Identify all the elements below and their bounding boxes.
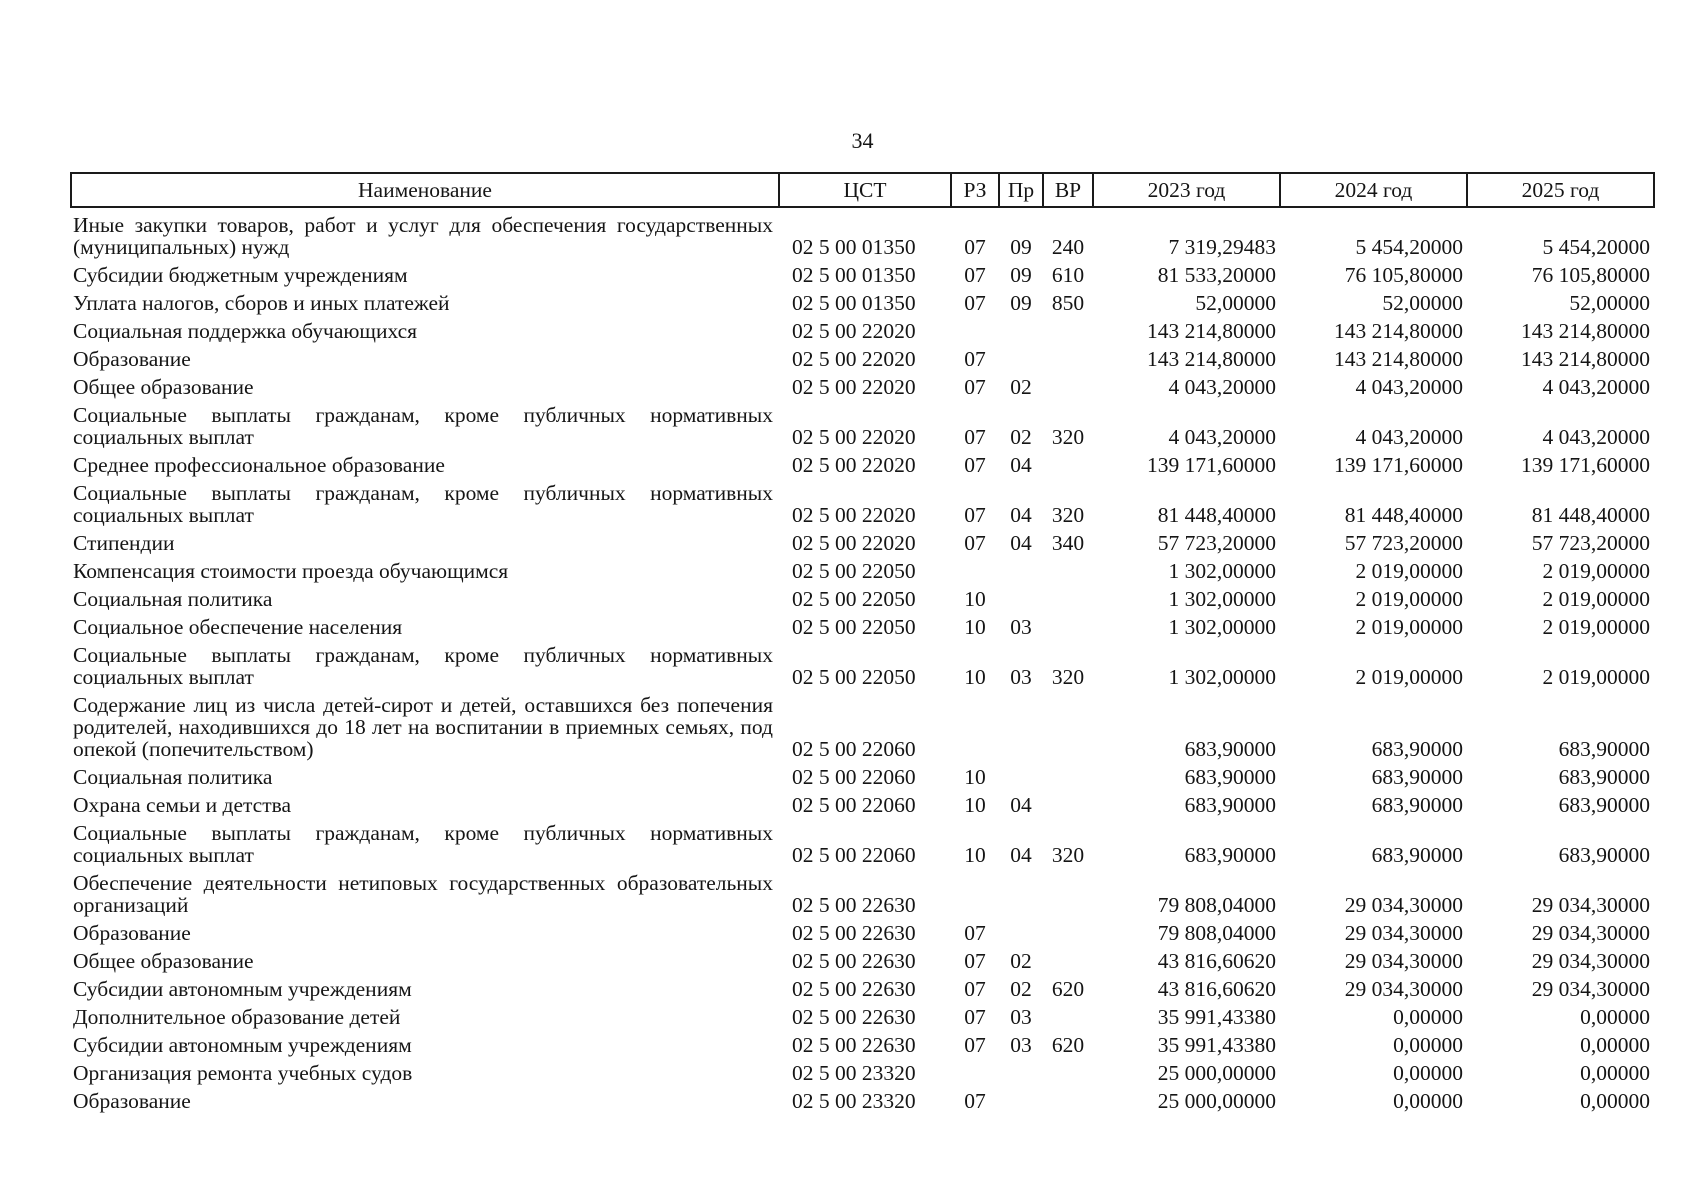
row-cst: 02 5 00 22060 [792,843,916,867]
table-row [71,448,1654,476]
row-2025: 139 171,60000 [1521,453,1650,477]
row-name [71,1084,779,1112]
row-rz: 07 [964,235,986,259]
row-2025: 0,00000 [1580,1005,1650,1029]
table-row [71,916,1654,944]
row-2025: 4 043,20000 [1542,375,1650,399]
row-pr: 04 [1010,793,1032,817]
row-rz [951,314,999,342]
header-2025: 2025 год [1467,173,1654,207]
row-name [71,788,779,816]
row-2024: 52,00000 [1382,291,1463,315]
row-name [71,258,779,286]
row-2023: 143 214,80000 [1147,319,1276,343]
row-2025: 76 105,80000 [1531,263,1650,287]
row-name [71,760,779,788]
row-rz [951,1056,999,1084]
row-2024: 0,00000 [1393,1005,1463,1029]
row-vr [1043,1056,1093,1084]
row-name [71,1000,779,1028]
table-row [71,788,1654,816]
row-2025: 683,90000 [1558,793,1650,817]
row-name-text: Образование [73,921,191,945]
row-pr [999,582,1043,610]
row-2023: 1 302,00000 [1168,587,1276,611]
header-cst: ЦСТ [779,173,951,207]
row-2023: 4 043,20000 [1168,375,1276,399]
budget-table [70,172,1655,1112]
row-2024: 683,90000 [1371,765,1463,789]
row-2024: 683,90000 [1371,737,1463,761]
header-pr: Пр [999,173,1043,207]
row-name [71,476,779,526]
table-row [71,370,1654,398]
row-name [71,448,779,476]
row-rz: 07 [964,347,986,371]
row-2023: 7 319,29483 [1168,235,1276,259]
row-rz: 07 [964,1033,986,1057]
row-rz: 10 [964,793,986,817]
table-row [71,342,1654,370]
row-rz [951,554,999,582]
row-2023: 683,90000 [1184,737,1276,761]
row-2024: 81 448,40000 [1344,503,1463,527]
table-row [71,866,1654,916]
row-pr: 04 [1010,531,1032,555]
row-name-text: Общее образование [73,949,254,973]
row-name [71,526,779,554]
row-2023: 683,90000 [1184,765,1276,789]
row-2025: 4 043,20000 [1542,425,1650,449]
row-cst: 02 5 00 01350 [792,263,916,287]
row-cst: 02 5 00 22630 [792,1033,916,1057]
row-pr: 03 [1010,1005,1032,1029]
row-vr: 320 [1051,843,1085,867]
table-row [71,476,1654,526]
table-row [71,688,1654,760]
row-vr [1043,448,1093,476]
row-2024: 4 043,20000 [1355,375,1463,399]
row-pr [999,866,1043,916]
row-2023: 35 991,43380 [1157,1033,1276,1057]
header-name: Наименование [71,173,779,207]
row-cst: 02 5 00 22020 [792,453,916,477]
table-row [71,526,1654,554]
row-2025: 57 723,20000 [1531,531,1650,555]
row-2023: 139 171,60000 [1147,453,1276,477]
row-name [71,638,779,688]
page-number: 34 [851,128,874,153]
row-cst: 02 5 00 22050 [792,587,916,611]
row-name-text: Социальная политика [73,765,273,789]
row-name-text: Социальные выплаты гражданам, кроме публичных нормативных социальных выплат [73,821,773,867]
row-vr: 850 [1051,291,1085,315]
row-name [71,816,779,866]
row-pr [999,342,1043,370]
row-2023: 25 000,00000 [1157,1089,1276,1113]
header-2024: 2024 год [1280,173,1467,207]
table-row [71,582,1654,610]
row-pr [999,688,1043,760]
row-2024: 139 171,60000 [1334,453,1463,477]
row-2023: 79 808,04000 [1157,893,1276,917]
row-cst: 02 5 00 22630 [792,921,916,945]
row-rz: 07 [964,921,986,945]
row-pr: 03 [1010,665,1032,689]
row-rz: 10 [964,587,986,611]
row-2023: 1 302,00000 [1168,559,1276,583]
row-vr: 240 [1051,235,1085,259]
row-name [71,866,779,916]
header-vr: ВР [1043,173,1093,207]
row-2025: 0,00000 [1580,1089,1650,1113]
header-rz: РЗ [951,173,999,207]
row-2025: 52,00000 [1569,291,1650,315]
row-name [71,207,779,258]
row-name-text: Субсидии автономным учреждениям [73,1033,412,1057]
row-name-text: Обеспечение деятельности нетиповых государственных образовательных организаций [73,871,773,917]
row-2025: 29 034,30000 [1531,921,1650,945]
row-name [71,944,779,972]
row-2025: 683,90000 [1558,765,1650,789]
row-name [71,314,779,342]
row-pr [999,1084,1043,1112]
row-2024: 0,00000 [1393,1033,1463,1057]
row-cst: 02 5 00 22020 [792,531,916,555]
row-pr [999,554,1043,582]
row-2024: 29 034,30000 [1344,977,1463,1001]
header-2023: 2023 год [1093,173,1280,207]
row-cst: 02 5 00 22630 [792,977,916,1001]
row-vr: 620 [1051,977,1085,1001]
row-2025: 2 019,00000 [1542,665,1650,689]
row-2023: 143 214,80000 [1147,347,1276,371]
row-name [71,554,779,582]
row-2024: 0,00000 [1393,1089,1463,1113]
row-2024: 57 723,20000 [1344,531,1463,555]
row-name-text: Организация ремонта учебных судов [73,1061,413,1085]
row-2023: 43 816,60620 [1157,949,1276,973]
row-rz: 07 [964,977,986,1001]
row-name-text: Содержание лиц из числа детей-сирот и детей, оставшихся без попечения родителей, находившихся до 18 лет на воспитании в приемных семьях, под опекой (попечительством) [73,693,773,761]
row-2025: 29 034,30000 [1531,893,1650,917]
row-rz: 07 [964,503,986,527]
row-cst: 02 5 00 01350 [792,235,916,259]
row-2024: 4 043,20000 [1355,425,1463,449]
row-2023: 81 448,40000 [1157,503,1276,527]
row-rz: 10 [964,843,986,867]
row-pr: 09 [1010,235,1032,259]
row-cst: 02 5 00 22020 [792,503,916,527]
row-pr: 04 [1010,503,1032,527]
row-name-text: Образование [73,1089,191,1113]
row-2025: 2 019,00000 [1542,615,1650,639]
row-vr [1043,866,1093,916]
row-pr: 04 [1010,453,1032,477]
table-row [71,258,1654,286]
row-name-text: Дополнительное образование детей [73,1005,401,1029]
row-name [71,610,779,638]
row-cst: 02 5 00 22060 [792,793,916,817]
row-2025: 0,00000 [1580,1033,1650,1057]
row-2025: 81 448,40000 [1531,503,1650,527]
row-2023: 79 808,04000 [1157,921,1276,945]
row-name-text: Стипендии [73,531,175,555]
row-vr [1043,554,1093,582]
row-rz: 07 [964,263,986,287]
row-name [71,688,779,760]
header-row [71,173,1654,207]
row-pr [999,916,1043,944]
row-pr: 04 [1010,843,1032,867]
row-cst: 02 5 00 22020 [792,319,916,343]
row-2024: 5 454,20000 [1355,235,1463,259]
row-name [71,1028,779,1056]
row-pr: 02 [1010,425,1032,449]
row-vr: 340 [1051,531,1085,555]
row-rz [951,688,999,760]
table-row [71,1056,1654,1084]
row-2023: 4 043,20000 [1168,425,1276,449]
row-pr: 02 [1010,375,1032,399]
row-rz: 07 [964,453,986,477]
row-2025: 0,00000 [1580,1061,1650,1085]
table-row [71,286,1654,314]
row-name-text: Среднее профессиональное образование [73,453,445,477]
row-2025: 143 214,80000 [1521,319,1650,343]
table-row [71,638,1654,688]
row-pr [999,314,1043,342]
row-2024: 76 105,80000 [1344,263,1463,287]
row-name [71,1056,779,1084]
row-2023: 35 991,43380 [1157,1005,1276,1029]
row-name-text: Социальные выплаты гражданам, кроме публичных нормативных социальных выплат [73,403,773,449]
row-2024: 683,90000 [1371,843,1463,867]
row-name-text: Субсидии автономным учреждениям [73,977,412,1001]
row-cst: 02 5 00 22020 [792,425,916,449]
row-cst: 02 5 00 22050 [792,615,916,639]
table-row [71,314,1654,342]
row-2023: 57 723,20000 [1157,531,1276,555]
row-2025: 29 034,30000 [1531,977,1650,1001]
table-row [71,207,1654,258]
row-name-text: Охрана семьи и детства [73,793,292,817]
table-row [71,610,1654,638]
row-rz: 10 [964,665,986,689]
row-name-text: Социальная политика [73,587,273,611]
row-2025: 29 034,30000 [1531,949,1650,973]
row-name [71,582,779,610]
row-2023: 25 000,00000 [1157,1061,1276,1085]
row-2024: 2 019,00000 [1355,665,1463,689]
row-pr: 03 [1010,615,1032,639]
row-pr [999,760,1043,788]
row-vr: 320 [1051,503,1085,527]
table-header [71,173,1654,207]
row-name [71,972,779,1000]
table-row [71,972,1654,1000]
row-vr [1043,610,1093,638]
row-name [71,342,779,370]
row-pr: 03 [1010,1033,1032,1057]
row-2024: 143 214,80000 [1334,319,1463,343]
row-2023: 683,90000 [1184,843,1276,867]
table-row [71,1028,1654,1056]
row-name-text: Иные закупки товаров, работ и услуг для обеспечения государственных (муниципальных) нужд [73,213,773,259]
row-2024: 2 019,00000 [1355,615,1463,639]
row-name-text: Образование [73,347,191,371]
row-name-text: Субсидии бюджетным учреждениям [73,263,408,287]
row-vr [1043,760,1093,788]
row-name-text: Социальное обеспечение населения [73,615,403,639]
row-rz: 07 [964,375,986,399]
row-2025: 683,90000 [1558,843,1650,867]
row-2025: 2 019,00000 [1542,559,1650,583]
row-vr [1043,342,1093,370]
row-2025: 2 019,00000 [1542,587,1650,611]
row-vr: 610 [1051,263,1085,287]
table-row [71,554,1654,582]
row-vr [1043,1000,1093,1028]
row-vr: 320 [1051,665,1085,689]
row-rz: 07 [964,425,986,449]
row-cst: 02 5 00 22050 [792,559,916,583]
row-name-text: Общее образование [73,375,254,399]
table-row [71,816,1654,866]
row-name-text: Уплата налогов, сборов и иных платежей [73,291,450,315]
row-2024: 29 034,30000 [1344,949,1463,973]
row-2024: 2 019,00000 [1355,559,1463,583]
row-rz: 07 [964,531,986,555]
row-cst: 02 5 00 22630 [792,949,916,973]
row-pr: 09 [1010,263,1032,287]
row-2024: 683,90000 [1371,793,1463,817]
row-rz: 07 [964,949,986,973]
row-vr: 320 [1051,425,1085,449]
row-2023: 683,90000 [1184,793,1276,817]
row-vr [1043,370,1093,398]
table-body [71,207,1654,1112]
row-rz: 07 [964,1089,986,1113]
row-2024: 29 034,30000 [1344,893,1463,917]
row-cst: 02 5 00 01350 [792,291,916,315]
row-2023: 1 302,00000 [1168,615,1276,639]
row-2025: 143 214,80000 [1521,347,1650,371]
row-rz: 07 [964,291,986,315]
row-2023: 81 533,20000 [1157,263,1276,287]
row-vr [1043,916,1093,944]
row-2024: 2 019,00000 [1355,587,1463,611]
table-row [71,1084,1654,1112]
row-2024: 143 214,80000 [1334,347,1463,371]
row-2023: 52,00000 [1195,291,1276,315]
row-name-text: Социальные выплаты гражданам, кроме публичных нормативных социальных выплат [73,643,773,689]
row-vr [1043,314,1093,342]
row-vr [1043,688,1093,760]
row-vr: 620 [1051,1033,1085,1057]
row-name [71,916,779,944]
row-name-text: Социальная поддержка обучающихся [73,319,418,343]
row-pr: 02 [1010,977,1032,1001]
row-cst: 02 5 00 22630 [792,1005,916,1029]
row-cst: 02 5 00 22020 [792,375,916,399]
row-2023: 1 302,00000 [1168,665,1276,689]
row-vr [1043,788,1093,816]
row-name-text: Социальные выплаты гражданам, кроме публичных нормативных социальных выплат [73,481,773,527]
row-2023: 43 816,60620 [1157,977,1276,1001]
row-rz: 07 [964,1005,986,1029]
row-name [71,398,779,448]
row-cst: 02 5 00 23320 [792,1089,916,1113]
row-pr [999,1056,1043,1084]
row-2025: 5 454,20000 [1542,235,1650,259]
row-vr [1043,944,1093,972]
table-row [71,398,1654,448]
table-row [71,1000,1654,1028]
row-name [71,286,779,314]
row-2024: 29 034,30000 [1344,921,1463,945]
row-rz [951,866,999,916]
row-vr [1043,582,1093,610]
table-row [71,944,1654,972]
row-2025: 683,90000 [1558,737,1650,761]
row-cst: 02 5 00 22050 [792,665,916,689]
row-cst: 02 5 00 22060 [792,737,916,761]
row-cst: 02 5 00 22060 [792,765,916,789]
row-2024: 0,00000 [1393,1061,1463,1085]
row-cst: 02 5 00 22020 [792,347,916,371]
row-rz: 10 [964,615,986,639]
row-vr [1043,1084,1093,1112]
row-cst: 02 5 00 22630 [792,893,916,917]
table-row [71,760,1654,788]
row-pr: 02 [1010,949,1032,973]
row-rz: 10 [964,765,986,789]
row-name [71,370,779,398]
row-name-text: Компенсация стоимости проезда обучающимся [73,559,509,583]
row-pr: 09 [1010,291,1032,315]
row-cst: 02 5 00 23320 [792,1061,916,1085]
